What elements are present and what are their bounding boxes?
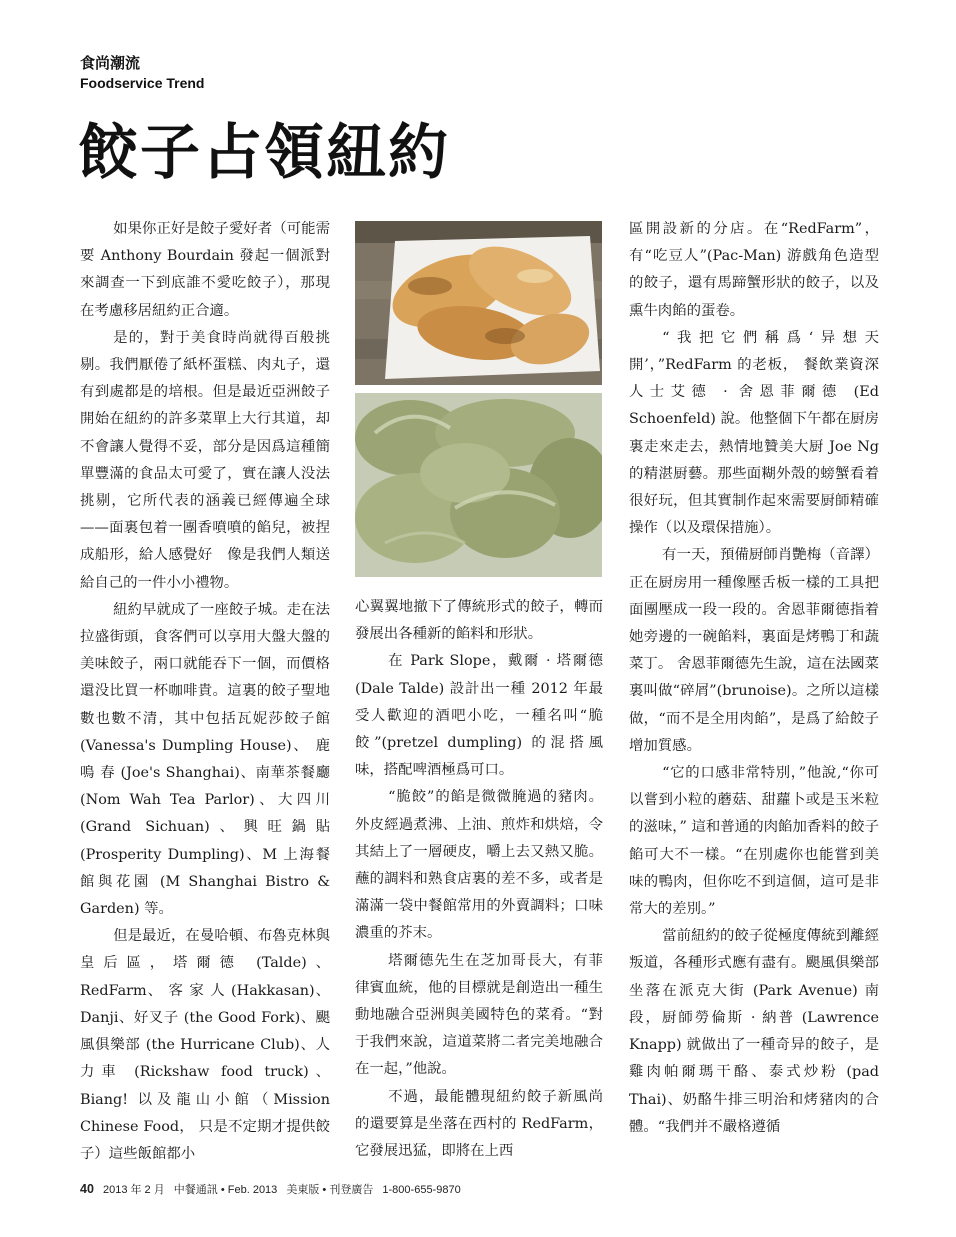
- paragraph: 紐約早就成了一座餃子城。走在法拉盛街頭，食客們可以享用大盤大盤的美味餃子，兩口就能吞下一個，而價格還没比買一杯咖啡貴。這裏的餃子聖地數也數不清，其中包括瓦妮莎餃子館 (Vanessa's Dumpling House)、 鹿 鳴 春 (Joe's Shanghai)、南華茶餐廳 (Nom Wah Tea Parlor)、大四川 (Grand Sichuan)、興旺鍋貼 (Prosperity Dumpling)、M 上海餐館與花園 (M Shanghai Bistro & Garden) 等。: [80, 601, 330, 918]
- article-title: 餃子占領紐約: [78, 118, 450, 188]
- article-column-2: [355, 594, 603, 1165]
- page-number: 40: [80, 1182, 94, 1196]
- publication-name: 中餐通訊 • Feb. 2013: [173, 1184, 278, 1196]
- phone-number: 1-800-655-9870: [382, 1184, 461, 1196]
- paragraph: 心翼翼地撤下了傳統形式的餃子，轉而發展出各種新的餡料和形狀。: [355, 599, 603, 643]
- article-column-3: [629, 216, 879, 1141]
- paragraph: 塔爾德先生在芝加哥長大，有菲律賓血統，他的目標就是創造出一種生動地融合亞洲與美國特色的菜肴。“對于我們來說，這道菜將二者完美地融合在一起，”他說。: [355, 952, 603, 1078]
- paragraph: 不過，最能體現紐約餃子新風尚的還要算是坐落在西村的 RedFarm，它發展迅猛，即將在上西: [355, 1088, 603, 1160]
- page-footer: [80, 1181, 467, 1197]
- green-dumplings-photo: [355, 393, 602, 577]
- paragraph: 當前紐約的餃子從極度傳統到離經叛道，各種形式應有盡有。颶風俱樂部坐落在派克大街 (Park Avenue) 南段，厨師勞倫斯 · 納普 (Lawrence Knapp) 就做出了一種奇异的餃子，是雞肉帕爾瑪干酪、泰式炒粉 (pad Thai)、奶酪牛排三明治和烤豬肉的合體。“我們并不嚴格遵循: [629, 928, 879, 1135]
- article-column-1: [80, 216, 330, 1168]
- paragraph: 在 Park Slope，戴爾 · 塔爾德 (Dale Talde) 設計出一種 2012 年最受人歡迎的酒吧小吃，一種名叫“脆餃”(pretzel dumpling) 的混搭風味，搭配啤酒極爲可口。: [355, 653, 603, 779]
- paragraph: 是的，對于美食時尚就得百般挑剔。我們厭倦了紙杯蛋糕、肉丸子，還有到處都是的培根。但是最近亞洲餃子開始在紐約的許多菜單上大行其道，却不會讓人覺得不妥，部分是因爲這種簡單豐滿的食品太可愛了，實在讓人没法挑剔，它所代表的涵義已經傳遍全球——面裏包着一團香噴噴的餡兒，被捏成船形，給人感覺好 像是我們人類送給自己的一件小小禮物。: [80, 329, 330, 591]
- paragraph: 但是最近，在曼哈頓、布魯克林與皇后區，塔爾德 (Talde)、RedFarm、 客 家 人 (Hakkasan)、Danji、好叉子 (the Good Fork)、颶風俱樂部 (the Hurricane Club)、人力車 (Rickshaw food truck)、Biang! 以及龍山小館（Mission Chinese Food， 只是不定期才提供餃子）這些飯館都小: [80, 928, 330, 1162]
- section-label-chinese: 食尚潮流: [80, 54, 141, 72]
- edition-label: 美東版 • 刊登廣告: [286, 1184, 374, 1196]
- fried-dumplings-photo: [355, 221, 602, 385]
- paragraph: 如果你正好是餃子愛好者（可能需要 Anthony Bourdain 發起一個派對來調查一下到底誰不愛吃餃子），那現在考慮移居紐約正合適。: [80, 221, 330, 319]
- paragraph: “脆餃”的餡是微微腌過的豬肉。外皮經過煮沸、上油、煎炸和烘焙，令其結上了一層硬皮，嚼上去又熱又脆。蘸的調料和熟食店裏的差不多，或者是滿滿一袋中餐館常用的外賣調料；口味濃重的芥末。: [355, 789, 603, 942]
- paragraph: “我把它們稱爲‘异想天開’，”RedFarm 的老板， 餐飲業資深人士艾德 · 舍恩菲爾德 (Ed Schoenfeld) 說。他整個下午都在厨房裏走來走去，熱情地贊美大厨 Joe Ng 的精湛厨藝。那些面糊外殼的螃蟹看着很好玩，但其實制作起來需要厨師精確操作（以及環保措施）。: [629, 329, 879, 537]
- section-label-english: Foodservice Trend: [80, 75, 205, 91]
- paragraph: 有一天，預備厨師肖艷梅（音譯）正在厨房用一種像壓舌板一樣的工具把面團壓成一段一段的。舍恩菲爾德指着她旁邊的一碗餡料，裏面是烤鴨丁和蔬菜丁。 舍恩菲爾德先生說，這在法國菜裏叫做“碎屑”(brunoise)。之所以這樣做，“而不是全用肉餡”，是爲了給餃子增加質感。: [629, 547, 879, 754]
- paragraph: “它的口感非常特別，”他說,“你可以嘗到小粒的蘑菇、甜蘿卜或是玉米粒的滋味，” 這和普通的肉餡加香料的餃子餡可大不一樣。“在別處你也能嘗到美味的鴨肉，但你吃不到這個，這可是非常大的差別。”: [629, 765, 879, 918]
- green-dumplings-illustration: [355, 393, 602, 577]
- paragraph: 區開設新的分店。在“RedFarm”，有“吃豆人”(Pac-Man) 游戲角色造型的餃子，還有馬蹄蟹形狀的餃子，以及熏牛肉餡的蛋卷。: [629, 221, 879, 319]
- fried-dumplings-illustration: [355, 221, 602, 385]
- issue-date: 2013 年 2 月: [102, 1184, 165, 1196]
